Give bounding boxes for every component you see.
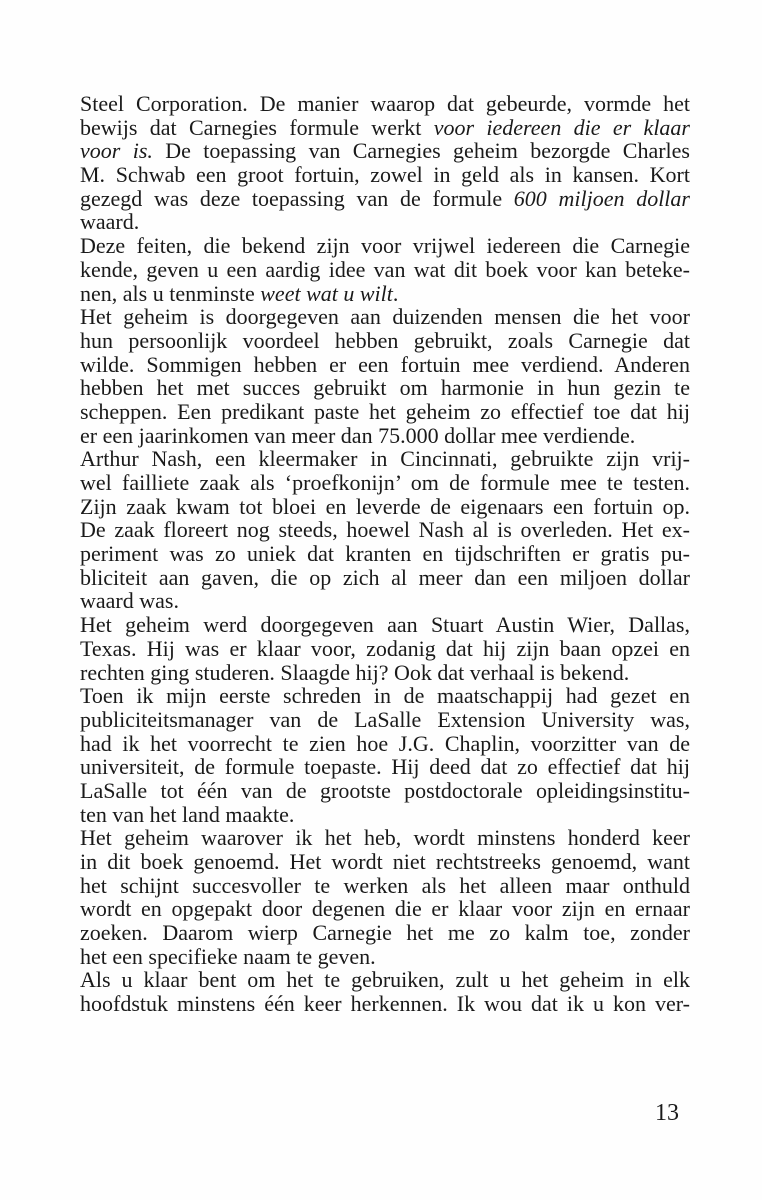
text-line-content (80, 353, 690, 377)
text-line (80, 779, 690, 803)
italic-text: voor is. (80, 138, 153, 164)
text-segment: bliciteit aan gaven, die op zich al meer dan een miljoen dollar (80, 564, 690, 590)
text-line-content (80, 282, 398, 306)
text-line-content (80, 826, 690, 850)
text-segment: waard was. (80, 588, 179, 614)
text-line (80, 305, 690, 329)
text-segment: had ik het voorrecht te zien hoe J.G. Chaplin, voorzitter van de (80, 730, 690, 756)
text-segment: kende, geven u een aardig idee van wat dit boek voor kan beteke- (80, 256, 690, 282)
text-line (80, 542, 690, 566)
text-line (80, 447, 690, 471)
text-line-content (80, 471, 690, 495)
text-segment: Het geheim is doorgegeven aan duizenden mensen die het voor (80, 304, 690, 330)
text-line-content (80, 637, 690, 661)
text-line-content (80, 139, 690, 163)
text-segment: zoeken. Daarom wierp Carnegie het me zo kalm toe, zonder (80, 920, 690, 946)
text-line-content (80, 566, 690, 590)
text-line (80, 471, 690, 495)
text-line (80, 139, 690, 163)
text-line (80, 637, 690, 661)
text-line-content (80, 400, 690, 424)
text-line-content (80, 92, 690, 116)
text-line-content (80, 992, 690, 1016)
page-number: 13 (655, 1100, 679, 1126)
text-line-content (80, 518, 690, 542)
text-segment: het schijnt succesvoller te werken als het alleen maar onthuld (80, 872, 690, 898)
text-line (80, 424, 690, 448)
text-line (80, 755, 690, 779)
text-line (80, 874, 690, 898)
text-line-content (80, 732, 690, 756)
text-segment: het een specifieke naam te geven. (80, 943, 376, 969)
text-line-content (80, 329, 690, 353)
text-segment: rechten ging studeren. Slaagde hij? Ook dat verhaal is bekend. (80, 659, 630, 685)
text-line-content (80, 779, 690, 803)
text-line-content (80, 708, 690, 732)
text-line (80, 92, 690, 116)
text-segment: bewijs dat Carnegies formule werkt (80, 114, 434, 140)
text-line (80, 566, 690, 590)
text-segment: Het geheim waarover ik het heb, wordt minstens honderd keer (80, 825, 690, 851)
text-line (80, 661, 690, 685)
text-line (80, 897, 690, 921)
text-line (80, 708, 690, 732)
text-segment: scheppen. Een predikant paste het geheim zo effectief toe dat hij (80, 398, 690, 424)
text-segment: universiteit, de formule toepaste. Hij deed dat zo effectief dat hij (80, 754, 690, 780)
text-segment: Als u klaar bent om het te gebruiken, zult u het geheim in elk (80, 967, 690, 993)
text-line (80, 163, 690, 187)
text-segment: M. Schwab een groot fortuin, zowel in geld als in kansen. Kort (80, 162, 690, 188)
text-line (80, 518, 690, 542)
text-segment: Texas. Hij was er klaar voor, zodanig dat hij zijn baan opzei en (80, 635, 690, 661)
text-line-content (80, 210, 139, 234)
text-segment: wel failliete zaak als ‘proefkonijn’ om de formule mee te testen. (80, 470, 690, 495)
text-line (80, 400, 690, 424)
text-line (80, 826, 690, 850)
text-line (80, 234, 690, 258)
text-line (80, 850, 690, 874)
text-line-content (80, 447, 690, 471)
text-line-content (80, 234, 690, 258)
text-line (80, 684, 690, 708)
body-text (80, 92, 690, 1016)
text-segment: publiciteitsmanager van de LaSalle Extension University was, (80, 706, 690, 732)
text-line-content (80, 803, 294, 827)
text-line-content (80, 187, 690, 211)
text-line-content (80, 542, 690, 566)
italic-text: voor iedereen die er klaar (433, 114, 690, 140)
text-line (80, 992, 690, 1016)
text-segment: hun persoonlijk voordeel hebben gebruikt, zoals Carnegie dat (80, 327, 690, 353)
text-segment: wilde. Sommigen hebben er een fortuin mee verdiend. Anderen (80, 351, 690, 377)
text-line (80, 353, 690, 377)
text-segment: hebben het met succes gebruikt om harmonie in hun gezin te (80, 375, 690, 401)
text-line (80, 921, 690, 945)
text-line-content (80, 424, 635, 448)
text-segment: er een jaarinkomen van meer dan 75.000 dollar mee verdiende. (80, 422, 636, 448)
text-line-content (80, 945, 376, 969)
text-line-content (80, 258, 690, 282)
text-line (80, 945, 690, 969)
text-segment: waard. (80, 209, 140, 235)
text-line (80, 803, 690, 827)
text-line-content (80, 495, 690, 519)
text-line-content (80, 661, 629, 685)
text-line-content (80, 755, 690, 779)
text-segment: Steel Corporation. De manier waarop dat gebeurde, vormde het (80, 91, 690, 116)
text-segment: Het geheim werd doorgegeven aan Stuart Austin Wier, Dallas, (80, 612, 690, 638)
text-segment: hoofdstuk minstens één keer herkennen. Ik wou dat ik u kon ver- (80, 991, 690, 1017)
text-line (80, 210, 690, 234)
text-line (80, 968, 690, 992)
text-line-content (80, 163, 690, 187)
text-segment: . (392, 280, 399, 306)
italic-text: 600 miljoen dollar (513, 185, 690, 211)
text-line-content (80, 921, 690, 945)
text-segment: nen, als u tenminste (80, 280, 261, 306)
text-line (80, 282, 690, 306)
text-segment: Arthur Nash, een kleermaker in Cincinnati, gebruikte zijn vrij- (80, 446, 690, 472)
text-segment: De toepassing van Carnegies geheim bezorgde Charles (152, 138, 690, 164)
text-line-content (80, 897, 690, 921)
text-segment: Deze feiten, die bekend zijn voor vrijwel iedereen die Carnegie (80, 233, 690, 259)
text-segment: Toen ik mijn eerste schreden in de maatschappij had gezet en (80, 683, 690, 709)
text-segment: in dit boek genoemd. Het wordt niet rechtstreeks genoemd, want (80, 849, 690, 874)
text-segment: periment was zo uniek dat kranten en tijdschriften er gratis pu- (80, 541, 690, 567)
text-segment: De zaak floreert nog steeds, hoewel Nash al is overleden. Het ex- (80, 517, 690, 543)
text-segment: LaSalle tot één van de grootste postdoctorale opleidingsinstitu- (80, 777, 690, 803)
text-line-content (80, 968, 690, 992)
text-line-content (80, 305, 690, 329)
text-line-content (80, 684, 690, 708)
text-line (80, 187, 690, 211)
italic-text: weet wat u wilt (260, 280, 393, 306)
text-line (80, 732, 690, 756)
text-line (80, 589, 690, 613)
text-line-content (80, 850, 690, 874)
text-line (80, 495, 690, 519)
text-line-content (80, 874, 690, 898)
text-line (80, 116, 690, 140)
text-line (80, 613, 690, 637)
text-segment: ten van het land maakte. (80, 801, 295, 827)
text-line-content (80, 376, 690, 400)
text-segment: Zijn zaak kwam tot bloei en leverde de eigenaars een fortuin op. (80, 493, 690, 519)
text-line-content (80, 613, 690, 637)
text-line (80, 329, 690, 353)
text-segment: wordt en opgepakt door degenen die er klaar voor zijn en ernaar (80, 896, 690, 922)
text-line (80, 376, 690, 400)
text-line (80, 258, 690, 282)
text-segment: gezegd was deze toepassing van de formule (80, 185, 514, 211)
text-line-content (80, 116, 690, 140)
text-line-content (80, 589, 179, 613)
